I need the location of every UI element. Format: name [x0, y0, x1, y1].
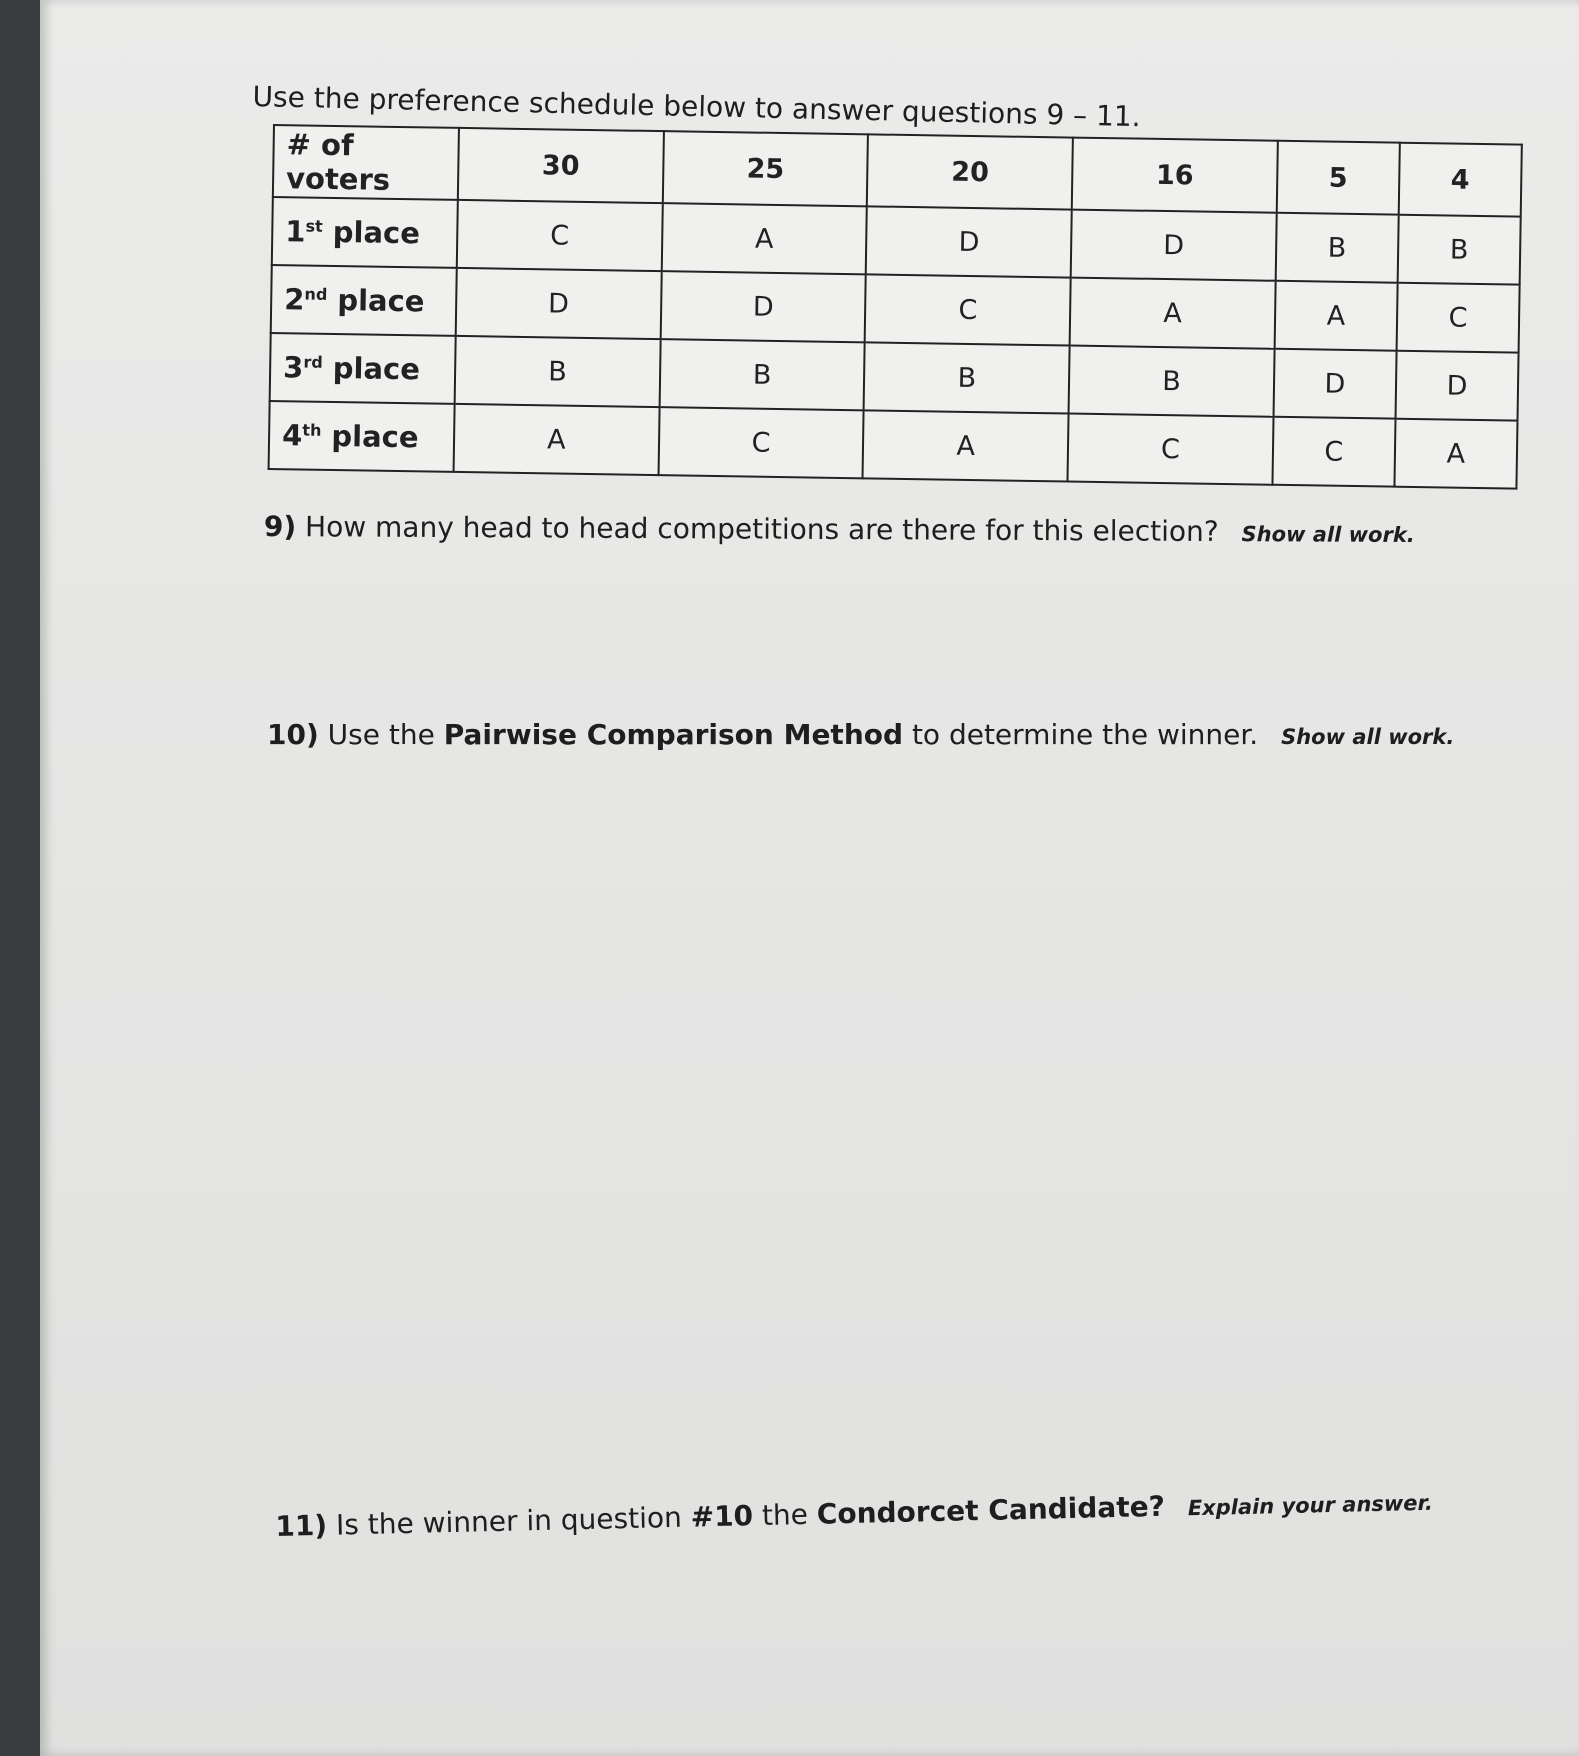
voter-count: 20	[867, 134, 1073, 209]
choice-cell: D	[456, 268, 662, 339]
place-label: 2nd place	[271, 265, 457, 336]
place-label: 3rd place	[270, 333, 456, 404]
choice-cell: D	[1395, 351, 1518, 421]
question-9	[264, 510, 1415, 549]
choice-cell: C	[1396, 283, 1519, 353]
choice-cell: D	[660, 271, 866, 342]
voter-count: 25	[663, 131, 869, 206]
voter-count: 4	[1399, 143, 1522, 217]
voter-count: 16	[1072, 138, 1278, 213]
voter-count: 30	[458, 128, 664, 203]
choice-cell: D	[1273, 349, 1396, 419]
choice-cell: A	[1394, 419, 1517, 489]
question-note: Show all work.	[1241, 522, 1415, 548]
worksheet-page	[40, 0, 1579, 1756]
choice-cell: B	[455, 336, 661, 407]
question-text: Use the	[327, 718, 435, 751]
question-text: Is the winner in question	[335, 1500, 683, 1542]
voter-count: 5	[1277, 141, 1400, 215]
instructions: Use the preference schedule below to answer questions 9 – 11.	[252, 80, 1141, 134]
choice-cell: B	[1275, 213, 1398, 283]
question-number: 11)	[275, 1508, 328, 1543]
choice-cell: D	[866, 206, 1072, 277]
question-reference: #10	[690, 1499, 754, 1534]
choice-cell: A	[661, 203, 867, 274]
choice-cell: B	[1398, 215, 1521, 285]
choice-cell: A	[863, 410, 1069, 481]
choice-cell: A	[1274, 281, 1397, 351]
question-10	[267, 718, 1454, 751]
place-label: 4th place	[269, 401, 455, 472]
choice-cell: C	[865, 274, 1071, 345]
question-note: Explain your answer.	[1187, 1490, 1434, 1521]
choice-cell: C	[457, 200, 663, 271]
preference-schedule-table	[268, 124, 1523, 490]
header-label: # of voters	[273, 125, 459, 200]
question-11	[275, 1484, 1433, 1543]
choice-cell: D	[1071, 210, 1277, 281]
question-text: the	[761, 1497, 809, 1532]
question-note: Show all work.	[1281, 725, 1455, 749]
choice-cell: B	[864, 342, 1070, 413]
choice-cell: C	[1272, 417, 1395, 487]
place-label: 1st place	[272, 197, 458, 268]
question-number: 10)	[267, 718, 319, 751]
choice-cell: A	[1070, 278, 1276, 349]
choice-cell: A	[454, 404, 660, 475]
condorcet-term: Condorcet Candidate?	[816, 1489, 1166, 1531]
choice-cell: C	[1068, 414, 1274, 485]
question-text: to determine the winner.	[911, 718, 1259, 751]
question-number: 9)	[263, 510, 297, 544]
method-name: Pairwise Comparison Method	[443, 718, 904, 751]
choice-cell: C	[658, 407, 864, 478]
choice-cell: B	[659, 339, 865, 410]
question-text: How many head to head competitions are there for this election?	[305, 510, 1219, 548]
choice-cell: B	[1069, 346, 1275, 417]
